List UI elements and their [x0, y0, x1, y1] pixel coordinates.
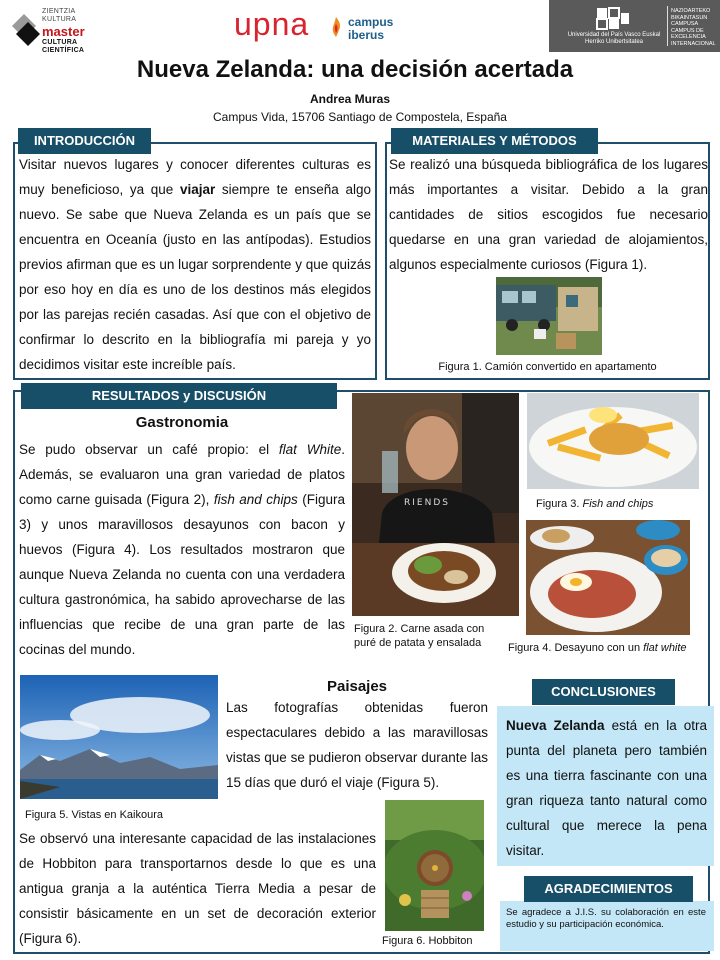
upna-logo: upna	[234, 6, 310, 42]
gastronomy-text: Se pudo observar un café propio: el flat White. Además, se evaluaron una gran variedad de platos como carne guisada (Figura 2), fish and chips (Figura 3) y unos maravillosos desayunos con bacon y huevos (Figura 4). Los resultados mostraron que aunque Nueva Zelanda no cuenta con una verdadera cultura gastronómica, ha sabido aprovecharse de las influencias que recibe de una gran parte de las cocinas del mundo.	[19, 442, 345, 657]
results-heading: RESULTADOS y DISCUSIÓN	[21, 383, 337, 409]
figure-5-kaikoura-photo	[20, 675, 218, 799]
figure-1-truck-photo	[496, 277, 602, 355]
figure-2-shirt-text: RIENDS	[404, 498, 450, 508]
figure-1-caption: Figura 1. Camión convertido en apartamento	[438, 361, 657, 373]
conclusions-heading: CONCLUSIONES	[532, 679, 675, 705]
landscapes-title: Paisajes	[326, 678, 388, 695]
intro-heading: INTRODUCCIÓN	[18, 128, 151, 154]
ehu-divider	[667, 6, 668, 46]
figure-4-caption: Figura 4. Desayuno con un flat white	[508, 642, 687, 654]
figure-4-breakfast-photo	[526, 520, 690, 635]
flame-icon	[330, 16, 342, 38]
figure-5-caption: Figura 5. Vistas en Kaikoura	[25, 809, 163, 821]
intro-text: Visitar nuevos lugares y conocer diferentes culturas es muy beneficioso, ya que viajar siempre te enseña algo nuevo. Se sabe que Nueva Zelanda es un país que se encuentra en Oceanía (justo en las antípodas). Estudios previos afirman que es un lugar sorprendente y que quizás por eso hoy en día es uno de los destinos más elegidos por las parejas recién casadas. Así que con el objetivo de confirmar lo descrito en la bibliografía mi pareja y yo decidimos visitar este increíble país.	[19, 157, 371, 372]
figure-3-caption: Figura 3. Fish and chips	[536, 498, 654, 510]
gastronomy-title: Gastronomia	[135, 414, 229, 431]
author: Andrea Muras	[309, 92, 391, 106]
campus-iberus-logo: campus iberus	[348, 15, 394, 42]
figure-2-meal-photo	[352, 393, 519, 616]
ehu-logo: Universidad del País Vasco Euskal Herriko Unibertsitatea NAZIOARTEKO BIKAINTASUN CAMPUSA CAMPUS DE EXCELENCIA INTERNACIONAL	[549, 0, 720, 52]
conclusions-text: Nueva Zelanda está en la otra punta del planeta pero también es una tierra fascinante con una gran riqueza tanto natural como cultural que merece la pena visitar.	[506, 718, 707, 858]
figure-2-caption: Figura 2. Carne asada con puré de patata y ensalada	[354, 623, 485, 649]
figure-6-hobbiton-photo	[385, 800, 484, 931]
landscapes-text: Las fotografías obtenidas fueron espectaculares debido a las maravillosas vistas que se pudieron observar durante las 15 días que duró el viaje (Figura 5).	[226, 700, 488, 790]
poster-title: Nueva Zelanda: una decisión acertada	[136, 56, 574, 83]
hobbiton-text: Se observó una interesante capacidad de las instalaciones de Hobbiton para transportarnos desde lo que es una antigua granja a la auténtica Tierra Media a pesar de consistir básicamente en un set de decoración exterior (Figura 6).	[19, 831, 376, 946]
acknowledgements-heading: AGRADECIMIENTOS	[524, 876, 693, 902]
figure-3-fish-and-chips-photo	[527, 393, 699, 489]
master-logo-icon	[10, 12, 44, 46]
ehu-emblem-icon	[593, 6, 633, 30]
acknowledgements-text: Se agradece a J.I.S. su colaboración en este estudio y su participación económica.	[506, 907, 706, 930]
methods-text: Se realizó una búsqueda bibliográfica de los lugares más importantes a visitar. Debido a la gran cantidades de sitios escogidos fue necesario quedarse en una gran variedad de alojamientos, algunos especialmente curiosos (Figura 1).	[389, 157, 708, 272]
figure-6-caption: Figura 6. Hobbiton	[382, 935, 473, 947]
affiliation: Campus Vida, 15706 Santiago de Compostela, España	[213, 110, 507, 124]
master-logo: ZIENTZIA KULTURA master CULTURA CIENTÍFICA	[8, 4, 118, 54]
methods-heading: MATERIALES Y MÉTODOS	[391, 128, 598, 154]
